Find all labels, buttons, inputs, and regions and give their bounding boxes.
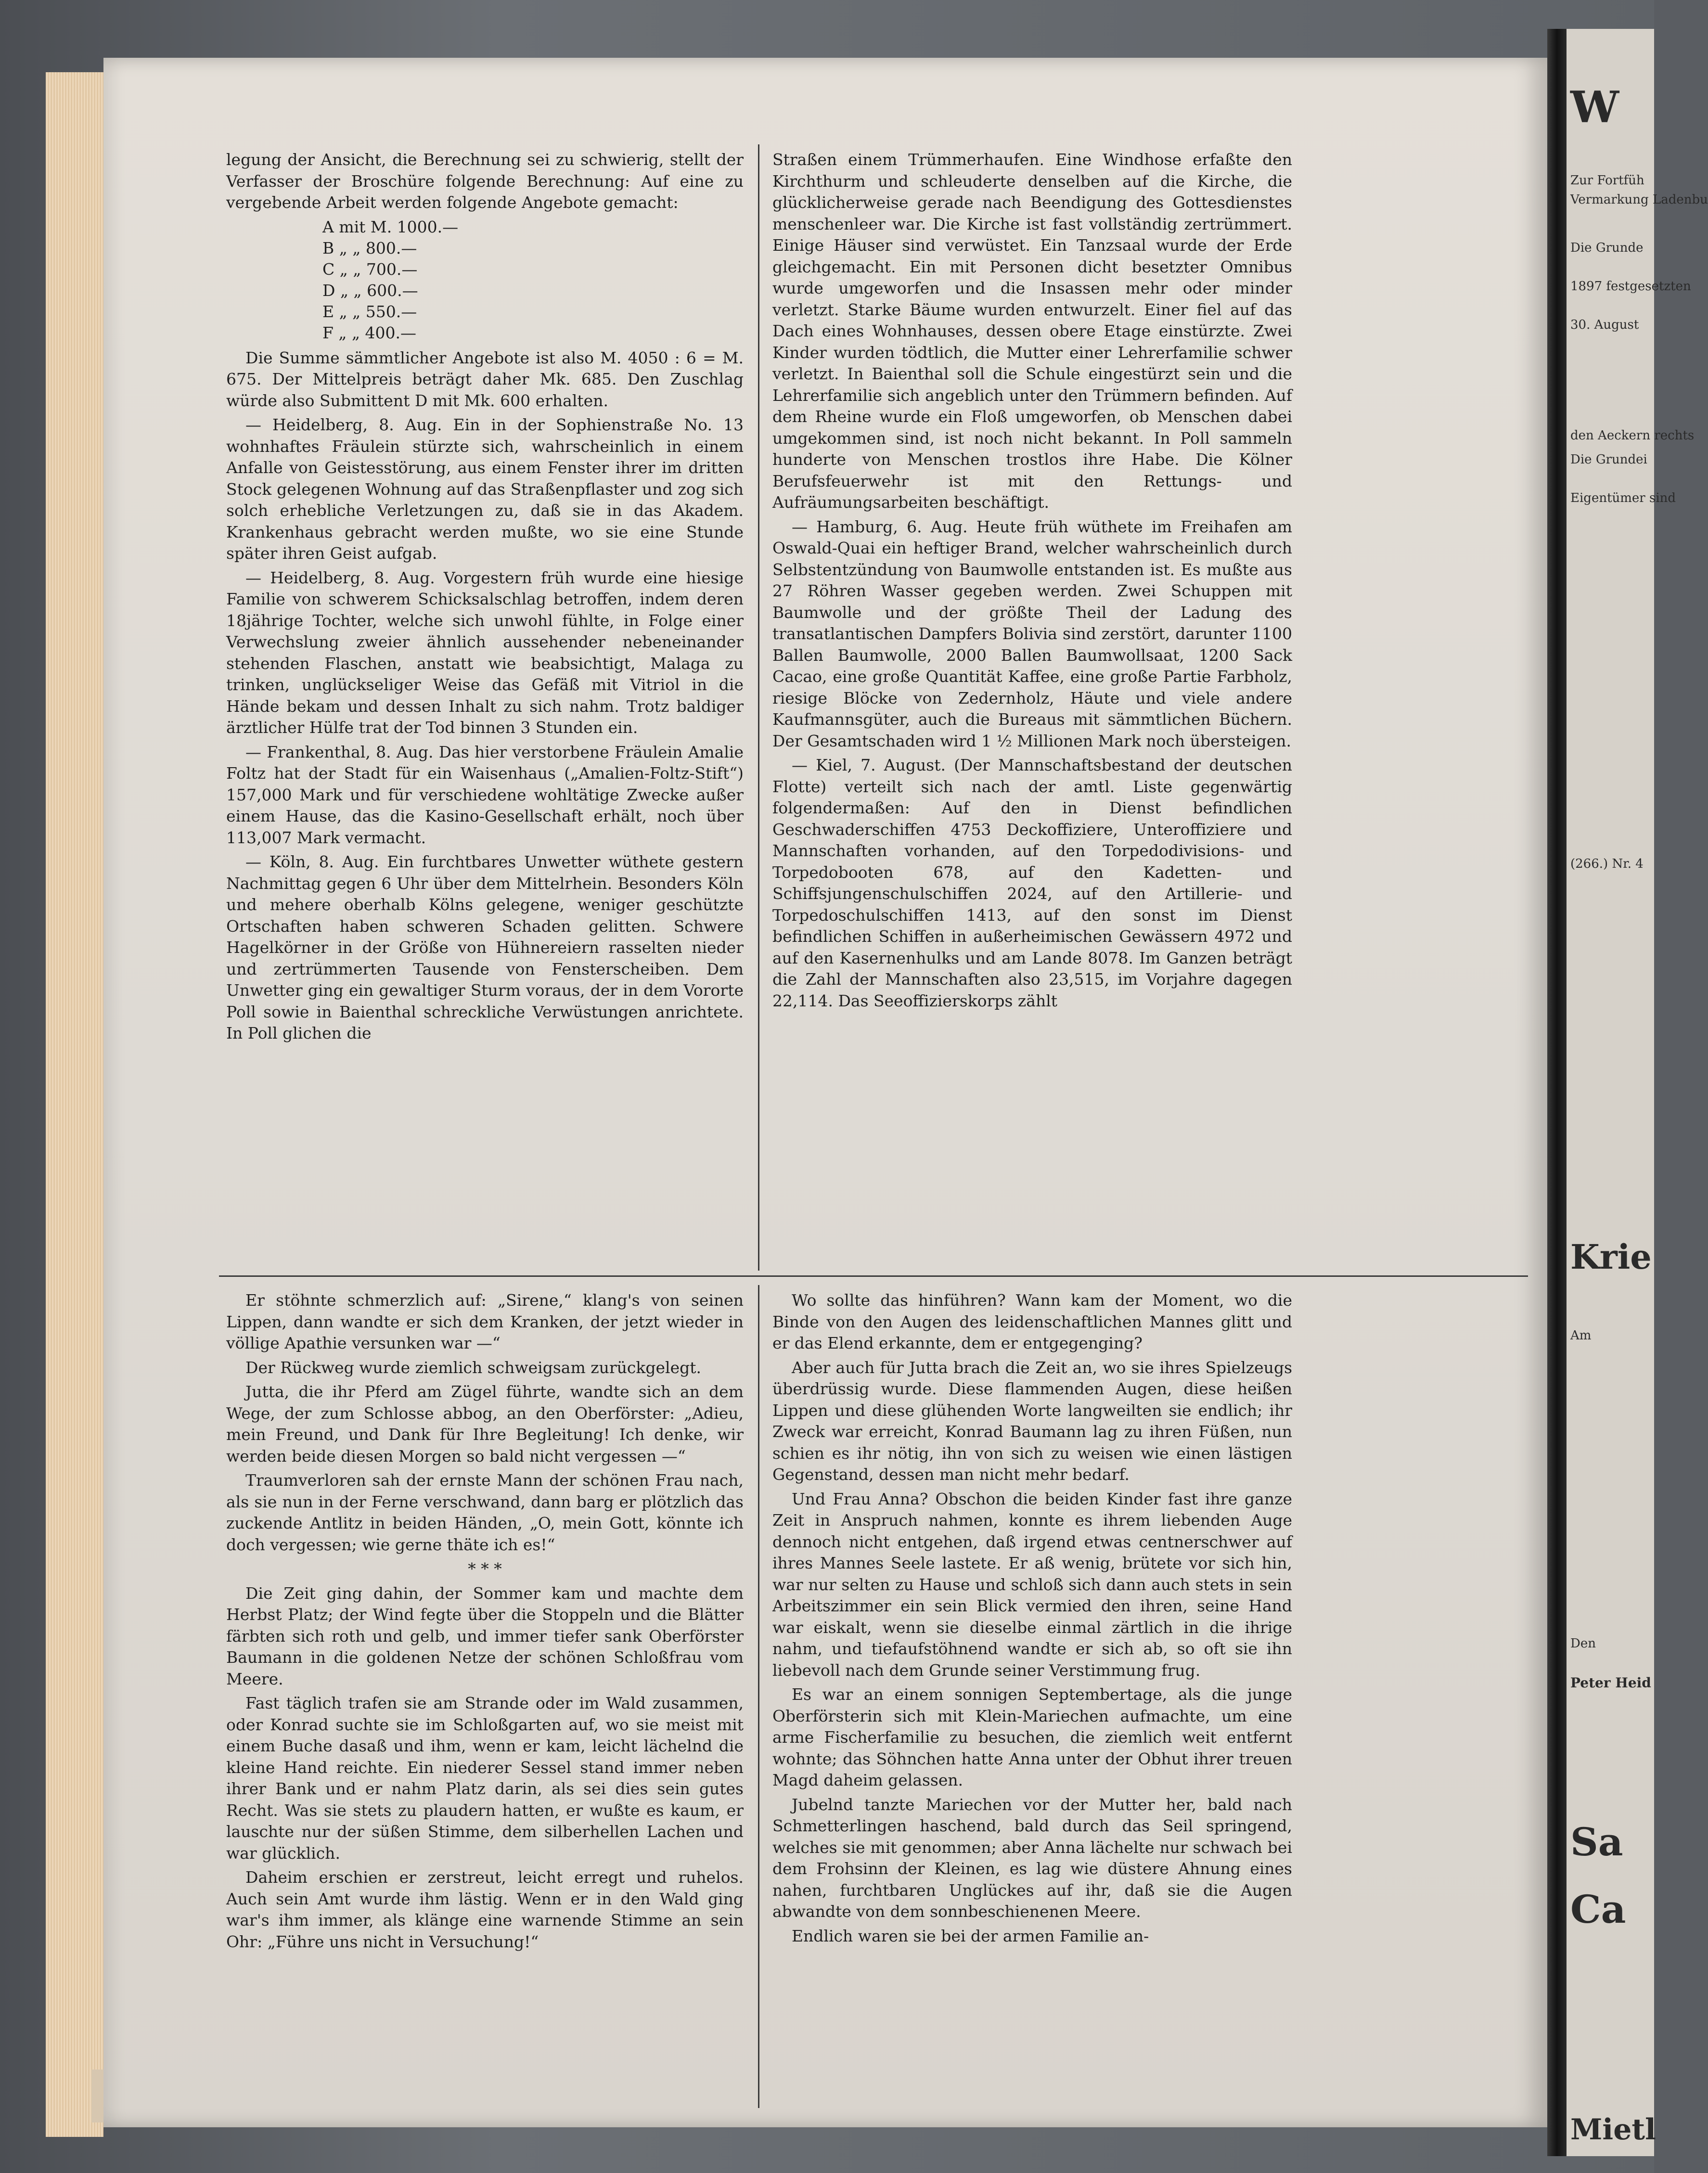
book-spine [1547,29,1567,2156]
adjacent-text: Die Grunde [1570,241,1644,255]
offer-list [322,217,744,344]
adjacent-text: Den [1570,1636,1596,1651]
adjacent-text: Die Grundei [1570,452,1647,467]
story-text: Daheim erschien er zerstreut, leicht erregt und ruhelos. Auch sein Amt wurde ihm lästig. Wenn er in den Wald ging war's ihm immer, als klänge eine warnende Stimme an sein Ohr: „Führe uns nicht in Versuchung!“ [226,1868,744,1951]
adjacent-text: 1897 festgesetzten [1570,279,1691,294]
offer-line: C „ „ 700.— [322,259,418,279]
story-text: Jubelnd tanzte Mariechen vor der Mutter her, bald nach Schmetterlingen haschend, bald durch das Seil springend, welches sie mit genommen; aber Anna lächelte nur schwach bei dem Frohsinn der Kleinen, es lag wie düstere Ahnung eines nahen, furchtbaren Unglückes auf ihr, daß sie die Augen abwandte von dem sonnbeschienenen Meere. [772,1795,1292,1921]
news-item-kiel: — Kiel, 7. August. (Der Mannschaftsbestand der deutschen Flotte) verteilt sich nach der amtl. Liste gegenwärtig folgendermaßen: Auf den in Dienst befindlichen Geschwaderschiffen 4753 Deckoffiziere, Unteroffiziere und Mannschaften vorhanden, auf den Torpedodivisions- und Torpedobooten 678, auf den Kadetten- und Schiffsjungenschulschiffen 2024, auf den Artillerie- und Torpedoschulschiffen 1413, auf den sonst im Dienst befindlichen Schiffen in außerheimischen Gewässern 4972 und auf den Kasernenhulks und am Lande 8078. Im Ganzen beträgt die Zahl der Mannschaften also 23,515, im Vorjahre dagegen 22,114. Das Seeoffizierskorps zählt [772,756,1292,1010]
adjacent-text: (266.) Nr. 4 [1570,857,1644,871]
offer-line: A mit M. 1000.— [322,217,459,236]
adjacent-text: W [1570,82,1619,133]
news-text: Die Summe sämmtlicher Angebote ist also M. 4050 : 6 = M. 675. Der Mittelpreis beträgt daher Mk. 685. Den Zuschlag würde also Submittent D mit Mk. 600 erhalten. [226,348,744,410]
story-text: Und Frau Anna? Obschon die beiden Kinder fast ihre ganze Zeit in Anspruch nahmen, konnte es ihrem liebenden Auge dennoch nicht entgehen, daß irgend etwas centnerschwer auf ihres Mannes Seele lastete. Er aß wenig, brütete vor sich hin, war nur selten zu Hause und schloß sich dann auch stets in sein Arbeitszimmer ein sein Blick vermied den ihren, seine Hand war eiskalt, wenn sie dieselbe einmal zärtlich in die ihrige nahm, und tiefaufstöhnend wandte er sich ab, so oft sie ihn liebevoll nach dem Grunde seiner Verstimmung frug. [772,1489,1292,1680]
news-item-koeln: — Köln, 8. Aug. Ein furchtbares Unwetter wüthete gestern Nachmittag gegen 6 Uhr über dem Mittelrhein. Besonders Köln und mehere oberhalb Kölns gelegene, weniger geschützte Ortschaften haben schweren Schaden gelitten. Schwere Hagelkörner in der Größe von Hühnereiern rasselten nieder und zertrümmerten Tausende von Fensterscheiben. Dem Unwetter ging ein gewaltiger Sturm voraus, der in dem Vororte Poll sowie in Baienthal schreckliche Verwüstungen anrichtete. In Poll glichen die [226,852,744,1042]
news-item-frankenthal: — Frankenthal, 8. Aug. Das hier verstorbene Fräulein Amalie Foltz hat der Stadt für ein Waisenhaus („Amalien-Foltz-Stift“) 157,000 Mark und für verschiedene wohltätige Zwecke außer einem Hause, das die Kasino-Gesellschaft erhält, noch über 113,007 Mark vermacht. [226,742,744,847]
story-text: Aber auch für Jutta brach die Zeit an, wo sie ihres Spielzeugs überdrüssig wurde. Diese flammenden Augen, diese heißen Lippen und diese glühenden Worte langweilten sie endlich; ihr Zweck war erreicht, Konrad Baumann lag zu ihren Füßen, nun schien es ihr nötig, ihn von sich zu weisen wie einen lästigen Gegenstand, dessen man nicht mehr bedarf. [772,1358,1292,1484]
feuilleton-column-2 [772,1290,1292,2108]
news-column-1 [226,149,744,1271]
adjacent-text: Peter Heid [1570,1675,1651,1691]
newspaper-page [103,58,1547,2127]
news-column-2 [772,149,1292,1271]
section-rule [219,1275,1528,1277]
story-text: Jutta, die ihr Pferd am Zügel führte, wandte sich an dem Wege, der zum Schlosse abbog, an den Oberförster: „Adieu, mein Freund, und Dank für Ihre Begleitung! Ich denke, wir werden beide diesen Morgen so bald nicht vergessen —“ [226,1382,744,1466]
news-item-heidelberg-1: — Heidelberg, 8. Aug. Ein in der Sophienstraße No. 13 wohnhaftes Fräulein stürzte sich, wahrscheinlich in einem Anfalle von Geistesstörung, aus einem Fenster ihrer im dritten Stock gelegenen Wohnung auf das Straßenpflaster und zog sich solch erhebliche Verletzungen zu, daß sie in das Akadem. Krankenhaus gebracht werden mußte, wo sie eine Stunde später ihren Geist aufgab. [226,415,744,563]
story-text: Es war an einem sonnigen Septembertage, als die junge Oberförsterin sich mit Klein-Mariechen aufmachte, um eine arme Fischerfamilie zu besuchen, die ziemlich weit entfernt wohnte; das Söhnchen hatte Anna unter der Obhut ihrer treuen Magd daheim gelassen. [772,1685,1292,1789]
adjacent-text: Eigentümer sind [1570,491,1676,505]
adjacent-text: Ca [1570,1887,1626,1932]
offer-line: E „ „ 550.— [322,302,417,321]
column-rule [758,144,759,1271]
story-text: Der Rückweg wurde ziemlich schweigsam zurückgelegt. [245,1358,702,1377]
adjacent-text: Am [1570,1328,1592,1343]
adjacent-text: Vermarkung Ladenbu [1570,193,1708,207]
story-text: Fast täglich trafen sie am Strande oder im Wald zusammen, oder Konrad suchte sie im Schloßgarten auf, wo sie meist mit einem Buche dasaß und ihm, wenn er kam, leicht lächelnd die kleine Hand reichte. Ein niederer Sessel stand immer neben ihrer Bank und er nahm Platz darin, als sei dies sein gutes Recht. Was sie stets zu plaudern hatten, er wußte es kaum, er lauschte nur der süßen Stimme, dem silberhellen Lachen und war glücklich. [226,1694,744,1863]
offer-line: D „ „ 600.— [322,281,418,300]
story-text: Wo sollte das hinführen? Wann kam der Moment, wo die Binde von den Augen des leidenschaftlichen Mannes glitt und er das Elend erkannte, dem er entgegenging? [772,1291,1292,1352]
adjacent-text: 30. August [1570,318,1639,332]
offer-line: B „ „ 800.— [322,238,417,257]
news-text: Straßen einem Trümmerhaufen. Eine Windhose erfaßte den Kirchthurm und schleuderte denselben auf die Kirche, die glücklicherweise gerade nach Beendigung des Gottesdienstes menschenleer war. Die Kirche ist fast vollständig zertrümmert. Einige Häuser sind verwüstet. Ein Tanzsaal wurde der Erde gleichgemacht. Ein mit Personen dicht besetzter Omnibus wurde umgeworfen und die Insassen mehr oder minder verletzt. Starke Bäume wurden entwurzelt. Einer fiel auf das Dach eines Wohnhauses, dessen obere Etage einstürzte. Zwei Kinder wurden tödtlich, die Mutter einer Lehrerfamilie schwer verletzt. In Baienthal soll die Schule eingestürzt sein und die Lehrerfamilie sich angeblich unter den Trümmern befinden. Auf dem Rheine wurde ein Floß umgeworfen, ob Menschen dabei umgekommen sind, ist noch nicht bekannt. In Poll sammeln hunderte von Menschen trostlos ihre Habe. Die Kölner Berufsfeuerwehr ist mit den Rettungs- und Aufräumungsarbeiten beschäftigt. [772,150,1292,512]
column-rule [758,1285,759,2108]
news-item-hamburg: — Hamburg, 6. Aug. Heute früh wüthete im Freihafen am Oswald-Quai ein heftiger Brand, welcher wahrscheinlich durch Selbstentzündung von Baumwolle entstanden ist. Es mußte aus 27 Röhren Wasser gegeben werden. Zwei Schuppen mit Baumwolle und der größte Theil der Ladung des transatlantischen Dampfers Bolivia sind zerstört, darunter 1100 Ballen Baumwolle, 2000 Ballen Baumwollsaat, 1200 Sack Cacao, eine große Quantität Kaffee, eine große Partie Farbholz, riesige Blöcke von Zedernholz, Häute und viele andere Kaufmannsgüter, auch die Bureaus mit sämmtlichen Büchern. Der Gesamtschaden wird 1 ½ Millionen Mark noch übersteigen. [772,517,1292,750]
story-text: Er stöhnte schmerzlich auf: „Sirene,“ klang's von seinen Lippen, dann wandte er sich dem Kranken, der jetzt wieder in völlige Apathie versunken war —“ [226,1291,744,1352]
adjacent-page-strip [1567,29,1708,2156]
feuilleton-column-1 [226,1290,744,2108]
book-page-edges [46,72,103,2137]
adjacent-text: Zur Fortfüh [1570,173,1644,188]
news-text: legung der Ansicht, die Berechnung sei zu schwierig, stellt der Verfasser der Broschüre folgende Berechnung: Auf eine zu vergebende Arbeit werden folgende Angebote gemacht: [226,150,744,212]
offer-line: F „ „ 400.— [322,323,417,342]
story-text: Endlich waren sie bei der armen Familie an- [792,1926,1149,1945]
adjacent-text: Krie [1570,1237,1652,1277]
section-break-stars: * * * [468,1559,502,1578]
news-item-heidelberg-2: — Heidelberg, 8. Aug. Vorgestern früh wurde eine hiesige Familie von schwerem Schicksalschlag betroffen, indem deren 18jährige Tochter, welche sich unwohl fühlte, in Folge einer Verwechslung zweier ähnlich aussehender nebeneinander stehenden Flaschen, anstatt wie beabsichtigt, Malaga zu trinken, unglückseliger Weise das Gefäß mit Vitriol in die Hände bekam und dessen Inhalt zu sich nahm. Trotz baldiger ärztlicher Hülfe trat der Tod binnen 3 Stunden ein. [226,568,744,737]
adjacent-text: Sa [1570,1819,1623,1864]
adjacent-text: den Aeckern rechts [1570,428,1695,443]
adjacent-text: Mietl [1570,2113,1656,2147]
story-text: Traumverloren sah der ernste Mann der schönen Frau nach, als sie nun in der Ferne verschwand, dann barg er plötzlich das zuckende Antlitz in beiden Händen, „O, mein Gott, könnte ich doch vergessen; wie gerne thäte ich es!“ [226,1471,744,1554]
story-text: Die Zeit ging dahin, der Sommer kam und machte dem Herbst Platz; der Wind fegte über die Stoppeln und die Blätter färbten sich roth und gelb, und immer tiefer sank Oberförster Baumann in die goldenen Netze der schönen Schloßfrau vom Meere. [226,1583,744,1688]
